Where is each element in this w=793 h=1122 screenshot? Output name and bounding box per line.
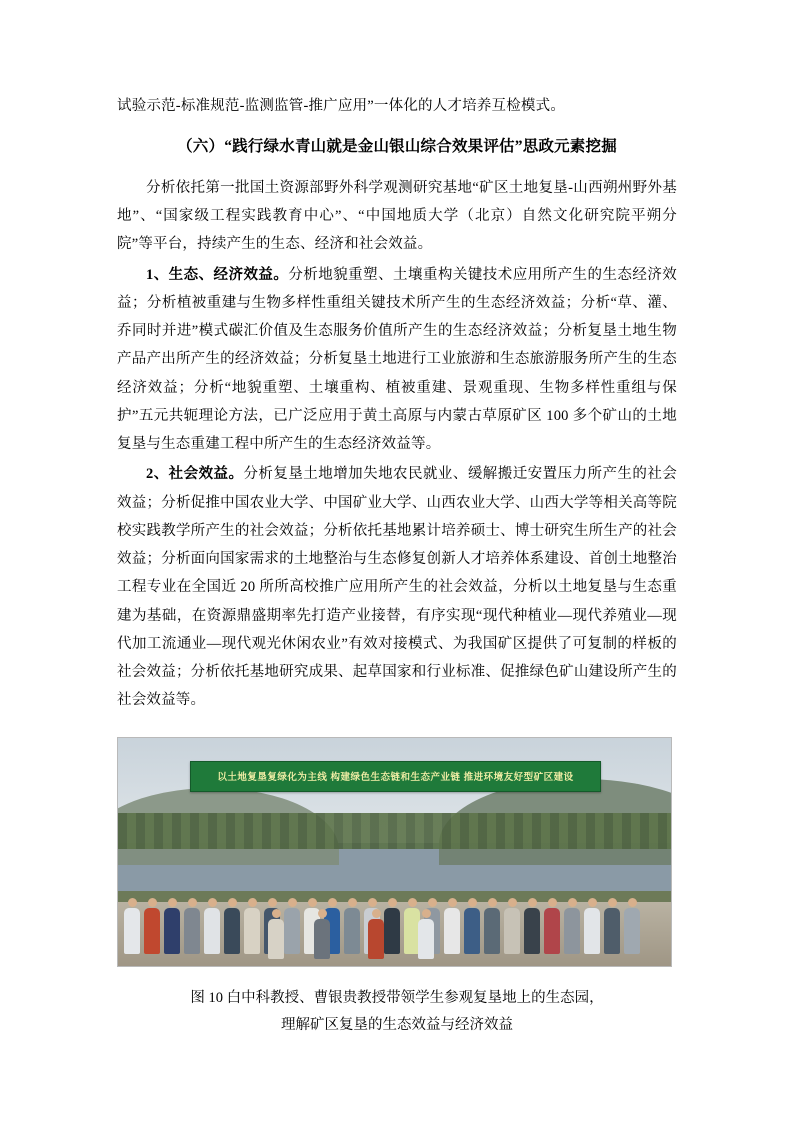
- paragraph-label: 1、生态、经济效益。: [146, 266, 289, 283]
- photo-person: [444, 898, 461, 954]
- photo-person-front: [268, 909, 285, 959]
- photo-person-front: [418, 909, 435, 959]
- photo-person: [584, 898, 601, 954]
- photo-person: [564, 898, 581, 954]
- photo-person: [384, 898, 401, 954]
- photo-person: [524, 898, 541, 954]
- figure-caption-line2: 理解矿区复垦的生态效益与经济效益: [281, 1017, 513, 1034]
- photo-crowd: [118, 738, 671, 966]
- photo-person: [124, 898, 141, 954]
- document-content: [117, 92, 677, 1040]
- photo-person: [544, 898, 561, 954]
- photo-person: [244, 898, 261, 954]
- photo-person: [224, 898, 241, 954]
- section-heading: （六）“践行绿水青山就是金山银山综合效果评估”思政元素挖掘: [177, 138, 617, 156]
- photo-person: [464, 898, 481, 954]
- photo-person: [344, 898, 361, 954]
- photo-person: [144, 898, 161, 954]
- photo-person: [504, 898, 521, 954]
- photo-person: [204, 898, 221, 954]
- photo-person: [484, 898, 501, 954]
- photo-person: [604, 898, 621, 954]
- paragraph-label: 2、社会效益。: [146, 466, 244, 483]
- figure-caption: [117, 985, 677, 1040]
- photo-person: [284, 898, 301, 954]
- photo-person: [184, 898, 201, 954]
- figure-photo: [117, 737, 672, 967]
- photo-person-front: [314, 909, 331, 959]
- paragraph-social: 2、社会效益。分析复垦土地增加失地农民就业、缓解搬迁安置压力所产生的社会效益；分析促推中国农业大学、中国矿业大学、山西农业大学、山西大学等相关高等院校实践教学所产生的社会效益；分析依托基地累计培养硕士、博士研究生所生产的社会效益；分析面向国家需求的土地整治与生态修复创新人才培养体系建设、首创土地整治工程专业在全国近 20 所所高校推广应用所产生的社会效益，分析以土地复垦与生态重建为基础，在资源鼎盛期率先打造产业接替，有序实现“现代种植业—现代养殖业—现代加工流通业—现代观光休闲农业”有效对接模式、为我国矿区提供了可复制的样板的社会效益；分析依托基地研究成果、起草国家和行业标准、促推绿色矿山建设所产生的社会效益等。: [117, 466, 677, 709]
- photo-banner-text: 以土地复垦复绿化为主线 构建绿色生态链和生态产业链 推进环境友好型矿区建设: [217, 772, 574, 784]
- paragraph-intro: 分析依托第一批国土资源部野外科学观测研究基地“矿区土地复垦-山西朔州野外基地”、“国家级工程实践教育中心”、“中国地质大学（北京）自然文化研究院平朔分院”等平台，持续产生的生态、经济和社会效益。: [117, 179, 677, 253]
- photo-person: [164, 898, 181, 954]
- photo-person-front: [368, 909, 385, 959]
- photo-person: [624, 898, 641, 954]
- paragraph-eco-economic: 1、生态、经济效益。分析地貌重塑、土壤重构关键技术应用所产生的生态经济效益；分析植被重建与生物多样性重组关键技术所产生的生态经济效益；分析“草、灌、乔同时并进”模式碳汇价值及生态服务价值所产生的生态经济效益；分析复垦土地生物产品产出所产生的经济效益；分析复垦土地进行工业旅游和生态旅游服务所产生的生态经济效益；分析“地貌重塑、土壤重构、植被重建、景观重现、生物多样性重组与保护”五元共轭理论方法，已广泛应用于黄土高原与内蒙古草原矿区 100 多个矿山的土地复垦与生态重建工程中所产生的生态经济效益等。: [117, 266, 678, 453]
- lead-paragraph: 试验示范-标准规范-监测监管-推广应用”一体化的人才培养互检模式。: [117, 98, 566, 114]
- figure-caption-line1: 图 10 白中科教授、曹银贵教授带领学生参观复垦地上的生态园，: [190, 989, 604, 1006]
